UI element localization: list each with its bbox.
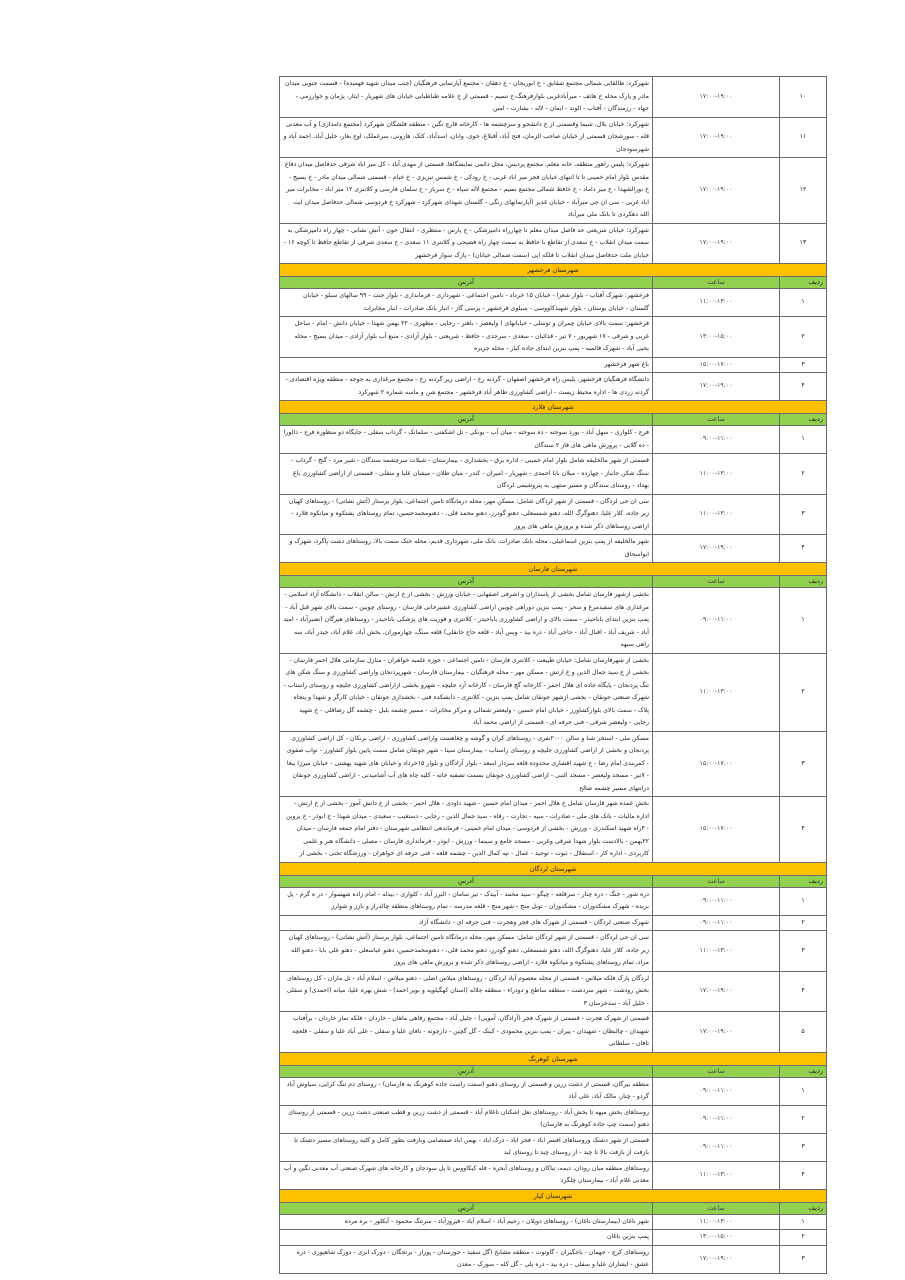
time-range: ۰۹:۰۰-۱۱:۰۰ xyxy=(653,915,780,931)
table-row xyxy=(280,535,827,563)
region-title: شهرستان لردگان xyxy=(280,862,827,875)
row-number: ۱ xyxy=(780,1077,827,1105)
table-row xyxy=(280,1161,827,1189)
table-row xyxy=(280,653,827,731)
column-header-time: ساعت xyxy=(653,414,780,426)
outage-schedule-page xyxy=(279,76,827,1274)
table-row xyxy=(280,797,827,863)
time-range: ۱۷:۰۰-۱۹:۰۰ xyxy=(653,223,780,264)
table-row xyxy=(280,317,827,358)
address-cell: منطقه بیرگان، قسمتی از دشت زرین و قسمتی از روستای دهنو (سمت راست جاده کوهرنگ به فارسان) - روستای دم تنگ کرایی، سیاوش آباد گردو - چنار، مالک آباد، علی آباد xyxy=(280,1077,653,1105)
time-range: ۱۱:۰۰-۱۳:۰۰ xyxy=(653,494,780,535)
table-row xyxy=(280,426,827,454)
table-row xyxy=(280,223,827,264)
address-cell: باغ شهر فرخشهر xyxy=(280,357,653,373)
row-number: ۴ xyxy=(780,373,827,401)
time-range: ۰۹:۰۰-۱۱:۰۰ xyxy=(653,1133,780,1161)
address-cell: دانشگاه فرهنگیان فرخشهر، پلیس راه فرخشهر اصفهان - گردنه رخ - اراضی زیر گردنه رخ - مجتمع مرغداری به جوجه - منطقه ویژه اقتصادی - گردنه زردی ها - اداره محیط زیست - اراضی کشاورزی طاهر آباد فرخشهر - مجتمع شن و ماسه شماره ۲ شهرکرد xyxy=(280,373,653,401)
table-row xyxy=(280,915,827,931)
region-header xyxy=(280,264,827,277)
column-header-row-number: ردیف xyxy=(780,875,827,887)
row-number: ۳ xyxy=(780,931,827,972)
column-header-time: ساعت xyxy=(653,277,780,289)
address-cell: شهرکرد: خیابان شریعتی حد فاصل میدان معلم تا چهارراه دامپزشکی - خ پارس - منتظری - انتقال خون - آتش نشانی - چهار راه دامپزشکی به سمت میدان انقلاب - خ سعدی از تقاطع با حافظ به سمت چهار راه فصیحی و کلانتری ۱۱ سعدی - خ سعدی شرقی از تقاطع حافظ تا کوچه ۱۶ - خیابان ملت حدفاصل میدان انقلاب تا فلکه اپی (سمت شمالی خیابان) - پارک سوار فرخشهر xyxy=(280,223,653,264)
address-cell: بخشی ازشهر فارسان شامل بخشی از پاسداران و اشرفی اصفهانی - خیابان ورزش - بخشی از خ ارتش - سالن انقلاب - دانشگاه آزاد اسلامی - مرغداری های سفیدمرغ و سحر - پمپ بنزین دوراهی چوبین اراضی کشاورزی عشیرخانی فارسان - روستای چوبین - سمت بالای شهر قبل آباد - پمپ بنزین ابتدای باباحیدر - سمت بالای و اراضی کشاورزی باباحیدر - کلانتری و فوریت های پزشکی باباحیدر - روستاهای هیرگان (نصیرآباد - امید آباد - شریف آباد - اقبال آباد - حاجی آباد - دره بید - ویس آباد - قلعه حاج جانقلی) قلعه سنگ، چهارموران، بخش آباد، غلام آباد، حیدر آباد، سه راهی سیهه xyxy=(280,588,653,654)
row-number: ۱ xyxy=(780,887,827,915)
time-range: ۱۱:۰۰-۱۳:۰۰ xyxy=(653,931,780,972)
address-cell: پمپ بنزین ناغان xyxy=(280,1230,653,1246)
column-header-address: آدرس xyxy=(280,1202,653,1214)
column-header-row-number: ردیف xyxy=(780,576,827,588)
row-number: ۳ xyxy=(780,494,827,535)
column-header-row-number: ردیف xyxy=(780,1065,827,1077)
time-range: ۱۷:۰۰-۱۹:۰۰ xyxy=(653,1245,780,1273)
table-row xyxy=(280,1012,827,1053)
table-row xyxy=(280,731,827,797)
row-number: ۱۰ xyxy=(780,77,827,118)
address-cell: شهرکرد: پلیس راهور منطقه، خانه معلم، مجتمع پردیس، محل دائمی نمایشگاها، قسمتی از مهدی آباد - کل میر اباد شرقی حدفاصل میدان دفاع مقدس بلوار امام خمینی تا تا انتهای خیابان فجر میر اباد غربی - خ رودکی - خ شمس تبریزی - خ خیام - قسمتی شمالی میدان مادر - خ بسیج - خ نورالشهدا - خ میر داماد - خ حافظ شمالی مجتمع نسیم - مجتمع لاله سپاه - خ سرباز - خ سلمان فارسی و کلانتری ۱۲ میر اباد - مخابرات میر اباد غربی - سی ان جی میرآباد - خیابان غدیر (آپارتمانهای رنگی - گلستان شهدای شهرکرد - شهرکرد خ فردوسی شمالی حدفاصل میدان ایت الله دهکردی تا بانک ملی میرآباد xyxy=(280,158,653,224)
region-header xyxy=(280,563,827,576)
table-row xyxy=(280,454,827,495)
address-cell: قسمتی از شهر مالخلیفه شامل بلوار امام خمینی - اداره برق - بخشداری - بیمارستان - شیلات سرچشمه سندگان - شیر مرد - گنج - گرداب - سنگ شکن جانباز - چهارده - میلان بابا احمدی - شهریار - امیران - کندر - میان طلان - میشان علیا و سفلی - قسمتی از اراضی کشاورزی باغ بهداد - روستای سندگان و مسیر منتهی به پتروشیمی لردگان xyxy=(280,454,653,495)
row-number: ۴ xyxy=(780,971,827,1012)
column-header-row xyxy=(280,277,827,289)
row-number: ۲ xyxy=(780,915,827,931)
column-header-address: آدرس xyxy=(280,414,653,426)
row-number: ۴ xyxy=(780,797,827,863)
table-row xyxy=(280,373,827,401)
address-cell: بخش عمده شهر فارسان شامل خ هلال احمر - میدان امام حسین - شهید داودی - هلال احمر - بخشی از خ دانش آموز - بخشی از خ ارتش - اداره مالیات - بانک های ملی - صادرات - سپه - تجارت - رفاه - سید جمال الدین - رجایی - دستغیب - سعیدی - میدان شهدا - خ ابوذر - خ پروین - ۴راه شهید اسکندری - ورزش - بخشی از فردوسی - میدان امام خمینی - فرماندهی انتظامی شهرستان - دفتر امام جمعه فارسان - میدان ۲۲بهمن - بالادست بلوار شهدا شرقی وغربی - مسجد جامع و سینما - ورزش - ابوذر - فرمانداری فارسان - مصلی - دانشگاه هنر و علمی کاربردی - اداره کار - استقلال - ثبوت - توحید - عمال - تپه کمال الدین - چشمه قلعه - فنی حرفه ای خواهران - ورزشگاه تختی - بخشی از xyxy=(280,797,653,863)
address-cell: لردگان پارک فلکه میلاس - قسمتی از محله معصوم آباد لردگان - روستاهای میلاس اصلی - دهنو میلاس - اسلام آباد - تل ماران - کل روستاهای بخش رودشت - شهر سردشت - منطقه ساطح و دودراء - منطقه جلاله (استان کهگیلویه و بویر احمد) - شش بهره علیا، میانه (احمدی) و سفلی - خلیل آباد - سدخرسان ۳ xyxy=(280,971,653,1012)
address-cell: شهرکرد: خیابان بلال، شیما وقسمتی از خ دانشجو و سرچشمه ها - کارخانه قارچ نگین - منطقه فلشگان شهرکرد (مجتمع دامداری) و آب معدنی قله - سورشجان قسمتی از خیابان صاحب الزمان، فتح آباد، آقبلاغ، خوی، وانان، اسدآباد، کتک، هارونی، سرغملک، اوج بغار، خلیل آباد، احمد آباد و شهرسودجان xyxy=(280,117,653,158)
table-row xyxy=(280,1105,827,1133)
address-cell: روستاهای کرچ - جهمان - باجگیران - گاوتوت - منطقه مشایخ (گل سفید - جوزستان - پوراز - برنجگان - دورک انزی - دورک شاهپوری - دره عشق - ایشاران علیا و سفلی - دره بید - دره پلی - گل کله - سورک - معدن xyxy=(280,1245,653,1273)
table-row xyxy=(280,931,827,972)
time-range: ۱۱:۰۰-۱۳:۰۰ xyxy=(653,289,780,317)
address-cell: قسمتی از شهرک هجرت - قسمتی از شهرک فجر (آزادگان، آمویی) - جلیل آباد - مجتمع رفاهی ماهان - خاردان - فلکه نماز خاردان - برآفتاب شهیدان - چالبطان - شهیدان - پیران - پمپ بنزین محمودی - کینک - گل گچین - دارچونه - تافان علیا و سفلی - علی آباد علیا و سفلی - قلعچه تافان - سلطانی xyxy=(280,1012,653,1053)
row-number: ۳ xyxy=(780,357,827,373)
region-title: شهرستان کیار xyxy=(280,1189,827,1202)
column-header-row xyxy=(280,414,827,426)
time-range: ۱۱:۰۰-۱۳:۰۰ xyxy=(653,1214,780,1230)
address-cell: شهرک صنعتی لردگان - قسمتی از شهرک های فجر وهجرت - فنی حرفه ای - دانشگاه آزاد xyxy=(280,915,653,931)
row-number: ۳ xyxy=(780,1133,827,1161)
column-header-row-number: ردیف xyxy=(780,277,827,289)
address-cell: شهر مالخلیفه از پمپ بنزین اسماعیلی، محله بانک صادرات، بانک ملی، شهرداری قدیم، محله خنک سمت بالا، روستاهای دشت پاگرد، شهرک و ابواسحاق xyxy=(280,535,653,563)
column-header-time: ساعت xyxy=(653,875,780,887)
row-number: ۱۳ xyxy=(780,223,827,264)
time-range: ۱۵:۰۰-۱۷:۰۰ xyxy=(653,797,780,863)
region-header xyxy=(280,401,827,414)
time-range: ۱۵:۰۰-۱۷:۰۰ xyxy=(653,731,780,797)
row-number: ۳ xyxy=(780,731,827,797)
column-header-address: آدرس xyxy=(280,277,653,289)
time-range: ۱۳:۰۰-۱۵:۰۰ xyxy=(653,1230,780,1246)
column-header-time: ساعت xyxy=(653,1202,780,1214)
address-cell: فرخشهر: سمت بالای خیابان چمران و توسلی - خیابانهای ( ولیعصر - باهنر - رجایی - مطهری - ۲۲ بهمن شهدا - خیابان دانش - امام - ساحل غربی و شرقی - ۱۷ شهریور - ۷ تیر - قدائیان - سعدی - سرحدی - حافظ - شریعتی - بلوار آزادی - منبع آب بلوار آزادی - میدان بسیج - محله یحیی آباد - شهرک قائمیه - پمپ بنزین ابتدای جاده کیار - محله جزیره xyxy=(280,317,653,358)
address-cell: روستاهای بخش میهه تا بخش آباد - روستاهای نعل اشکنان تاغلام آباد - قسمتی از دشت زرین و قطب صنعتی دشت زرین - قسمتی از روستای دهنو (سمت چپ جاده کوهرنگ به فارسان) xyxy=(280,1105,653,1133)
table-body xyxy=(280,77,827,1274)
time-range: ۱۷:۰۰-۱۹:۰۰ xyxy=(653,971,780,1012)
table-row xyxy=(280,887,827,915)
row-number: ۲ xyxy=(780,454,827,495)
table-row xyxy=(280,1230,827,1246)
row-number: ۱۲ xyxy=(780,158,827,224)
address-cell: فرح - کلواری - سهل آباد - بورد سوخته - ده سوخته - میان آب - بونکی - تل اشکفتی - سلمانک - گرداب سفلی - جایگاه دو منظوره فرح - دالورا - ده گلابی - پرورش ماهی های فاز ۲ سندگان xyxy=(280,426,653,454)
time-range: ۱۷:۰۰-۱۹:۰۰ xyxy=(653,117,780,158)
table-row xyxy=(280,1245,827,1273)
column-header-address: آدرس xyxy=(280,576,653,588)
table-row xyxy=(280,1214,827,1230)
column-header-row xyxy=(280,1065,827,1077)
region-title: شهرستان فارسان xyxy=(280,563,827,576)
table-row xyxy=(280,289,827,317)
address-cell: شهر ناغان (بیمارستان ناغان) - روستاهای دوپلان - رحیم آباد - اسلام آباد - فیروزآباد - سرتنگ محمود - آبکلور - بره مرده xyxy=(280,1214,653,1230)
column-header-row-number: ردیف xyxy=(780,1202,827,1214)
table-row xyxy=(280,1133,827,1161)
region-header xyxy=(280,862,827,875)
address-cell: سی ان جی لردگان - قسمتی از شهر لردگان شامل: مسکن مهر، محله درمانگاه تامین اجتماعی، بلوار پرستار (آتش نشانی) - روستاهای کهیان زیر جاده، کلار علیا، دهنوگرگ الله، دهنو شمسعلی، دهنو گودرز، دهنو محمد قلی، - دهنومحمدحسین، تمام روستاهای پشتکوه و میانکوه فلارد - اراضی روستاهای ذکر شده و پرورش ماهی های پروز xyxy=(280,494,653,535)
time-range: ۰۹:۰۰-۱۱:۰۰ xyxy=(653,887,780,915)
time-range: ۱۱:۰۰-۱۳:۰۰ xyxy=(653,653,780,731)
column-header-time: ساعت xyxy=(653,576,780,588)
column-header-row xyxy=(280,1202,827,1214)
table-row xyxy=(280,588,827,654)
row-number: ۲ xyxy=(780,653,827,731)
address-cell: بخشی از شهرفارسان شامل: خیابان طبیعت - کلانتری فارسان - تامین اجتماعی - حوزه علمیه خواهران - منازل سازمانی هلال احمر فارسان - بخشی از خ سید جمال الدین و خ ارتش - مسکن مهر - محله فرهنگیان - بیمارستان فارسان - شهرپردنجان واراضی کشاورزی و سنگ شکن های تنگ پردنجان - پایگاه جاده ای هلال احمر - کارخانه گچ فارسان - کارخانه آرد جلیچه - شهرو بخشی ازاراضی کشاورزی جلیچه و روستای راستاب - شهرک صنعتی جونقان - بخشی ازشهر جونقان شامل پمپ بنزین - کلانتری - دانشکده فنی - بخشداری جونقان - خیابان کارگر و شهدا و پنجاه پلاک - سمت بالای بلوارکشاورز - خیابان امام حسین - ولیعصر شمالی و مرکز مخابرات - مسیر چشمه بلبل - چشمه گل رضاقلی - خ شهید رجایی - ولیعصر شرقی - فنی حرفه ای - قسمتی از اراضی محمد آباد xyxy=(280,653,653,731)
address-cell: روستاهای منطقه میان رودان، دیمه، تباکان و روستاهای آبحره - قله کیکاووس تا پل سودجان و کارخانه های شهرک صنعتی آب معدنی نگین و آب معدنی غلام آباد - بیمارستان چلگرد xyxy=(280,1161,653,1189)
column-header-row-number: ردیف xyxy=(780,414,827,426)
address-cell: مسکن ملی - استخر شنا و سالن ۲۰۰۰نفری - روستاهای کران و گوشه و چغاهست واراضی کشاورزی - اراضی برنکان - کل اراضی کشاورزی پردنجان و بخشی از اراضی کشاورزی جلیچه و روستای راستاب - بیمارستان سینا - شهر جونقان شامل سمت پایین بلوار کشاورز - نواب صفوی - کمربندی امام رضا - خ شهید افشاری محدوده قلعه سردار اسعد - بلوار آزادگان و بلوار ۱۵خرداد و خیابان های شهید بهشتی - خیابان میرزا بیغا - ۷تیر - مسجد ولیعصر - مسجد النبی - اراضی کشاورزی جونقان بسمت تصفیه خانه - کلیه چاه های آب آشامیدنی - اراضی کشاورزی جونقان درانتهای مسیر چشمه صالح xyxy=(280,731,653,797)
row-number: ۱ xyxy=(780,426,827,454)
row-number: ۳ xyxy=(780,1245,827,1273)
region-header xyxy=(280,1052,827,1065)
row-number: ۴ xyxy=(780,1161,827,1189)
column-header-time: ساعت xyxy=(653,1065,780,1077)
time-range: ۱۷:۰۰-۱۹:۰۰ xyxy=(653,77,780,118)
address-cell: قسمتی از شهر دشتک وروستاهای افسر اباد - فخر اباد - درک اباد - بهمن اباد صمصامی وبازفت بطور کامل و کلیه روستاهای مسیر دشتک تا بازفت از بازفت بالا تا چبد - از روستای چبد تا روستای لبد xyxy=(280,1133,653,1161)
table-row xyxy=(280,1077,827,1105)
column-header-row xyxy=(280,875,827,887)
column-header-address: آدرس xyxy=(280,1065,653,1077)
time-range: ۱۱:۰۰-۱۳:۰۰ xyxy=(653,1161,780,1189)
address-cell: سی ان جی لردگان - قسمتی از شهر لردگان شامل: مسکن مهر، محله درمانگاه تامین اجتماعی، بلوار پرستار (آتش نشانی) - روستاهای کهیان زیر جاده، کلار علیا، دهنوگرگ الله، دهنو شمسعلی، دهنو گودرز، دهنو محمد قلی، - دهنومحمدحسین، دهنو عباسعلی - دهنو علی بابا - دهنو الله مراد، تمام روستاهای پشتکوه و میانکوه فلارد - اراضی روستاهای ذکر شده و پرورش ماهی های پروز xyxy=(280,931,653,972)
column-header-address: آدرس xyxy=(280,875,653,887)
address-cell: دره شور - خنگ - دره چنار - سرقلعه - چیگو - سید محمد - آبیدک - تیر سامان - البرز آباد - کلواری - بیدله - امام زاده شهسوار - در ه گرم - پل بریده - شهرک مشکدوزان - مشکدوزان - تونل منج - شهر منج - قلعه مدرسه - تمام روستاهای منطقه چالدراز و بازز و شوارز xyxy=(280,887,653,915)
region-title: شهرستان فرخشهر xyxy=(280,264,827,277)
time-range: ۱۷:۰۰-۱۹:۰۰ xyxy=(653,373,780,401)
column-header-row xyxy=(280,576,827,588)
row-number: ۱ xyxy=(780,1214,827,1230)
address-cell: فرخشهر: شهرک آفتاب - بلوار شعرا - خیابان ۱۵ خرداد - تامین اجتماعی - شهرداری - فرمانداری - بلوار جنت - ۹۹ سالهای سیلو - خیابان گلستان - خیابان بوستان - بلوار شهیدکاووسی - سیلوی فرخشهر - پرسی گاز - انبار بانک صادرات - انبار مخابرات xyxy=(280,289,653,317)
row-number: ۱۱ xyxy=(780,117,827,158)
table-row xyxy=(280,357,827,373)
row-number: ۲ xyxy=(780,317,827,358)
region-title: شهرستان فلارد xyxy=(280,401,827,414)
time-range: ۰۹:۰۰-۱۱:۰۰ xyxy=(653,588,780,654)
time-range: ۱۱:۰۰-۱۳:۰۰ xyxy=(653,454,780,495)
row-number: ۱ xyxy=(780,588,827,654)
table-row xyxy=(280,158,827,224)
row-number: ۱ xyxy=(780,289,827,317)
row-number: ۲ xyxy=(780,1105,827,1133)
time-range: ۱۳:۰۰-۱۵:۰۰ xyxy=(653,317,780,358)
table-row xyxy=(280,971,827,1012)
time-range: ۰۹:۰۰-۱۱:۰۰ xyxy=(653,1077,780,1105)
table-row xyxy=(280,117,827,158)
table-row xyxy=(280,77,827,118)
time-range: ۱۷:۰۰-۱۹:۰۰ xyxy=(653,158,780,224)
region-header xyxy=(280,1189,827,1202)
row-number: ۲ xyxy=(780,1230,827,1246)
row-number: ۵ xyxy=(780,1012,827,1053)
time-range: ۰۹:۰۰-۱۱:۰۰ xyxy=(653,1105,780,1133)
address-cell: شهرکرد: طالقانی شمالی مجتمع شقایق - خ ابوریحان - خ دهقان - مجتمع آپارتمانی فرهنگیان (جنب میدان شهید فهمیده) - قسمت جنوبی میدان مادر و پارک محله خ هاتف - میرآبادغربی بلوارفرهنگ،خ نسیم - قسمتی از خ علامه طباطبایی خیابان های شهریار - ایثار، پژمان و خوارزمی - جهاد - رزمندگان - آفتاب - الوند - ایمان - لاله - بشارت - امین xyxy=(280,77,653,118)
row-number: ۴ xyxy=(780,535,827,563)
time-range: ۱۷:۰۰-۱۹:۰۰ xyxy=(653,535,780,563)
outage-schedule-table xyxy=(279,76,827,1274)
region-title: شهرستان کوهرنگ xyxy=(280,1052,827,1065)
time-range: ۱۷:۰۰-۱۹:۰۰ xyxy=(653,1012,780,1053)
time-range: ۰۹:۰۰-۱۱:۰۰ xyxy=(653,426,780,454)
time-range: ۱۵:۰۰-۱۷:۰۰ xyxy=(653,357,780,373)
table-row xyxy=(280,494,827,535)
